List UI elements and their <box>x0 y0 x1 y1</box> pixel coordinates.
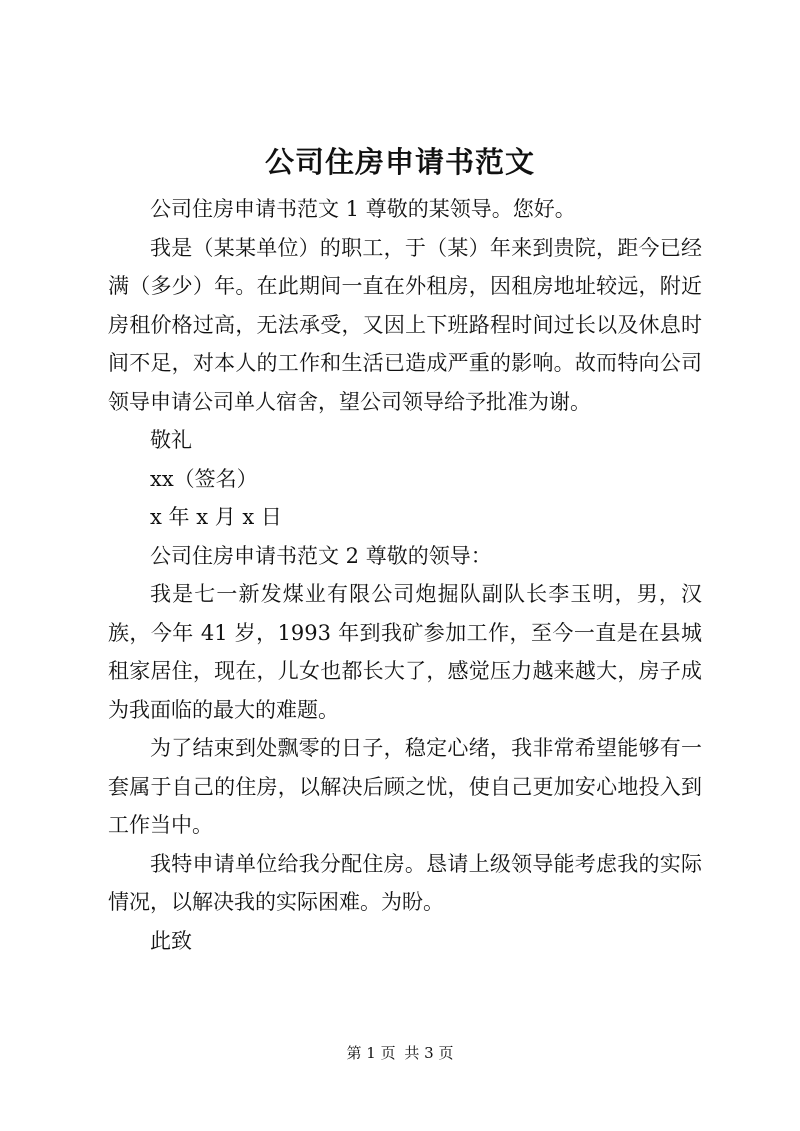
page-title: 公司住房申请书范文 <box>264 145 535 179</box>
paragraph-2: 我是（某某单位）的职工，于（某）年来到贵院，距今已经满（多少）年。在此期间一直在外租房，因租房地址较远，附近房租价格过高，无法承受，又因上下班路程时间过长以及休息时间不足，对本人的工作和生活已造成严重的影响。故而特向公司领导申请公司单人宿舍，望公司领导给予批准为谢。 <box>108 235 702 414</box>
page-footer <box>0 1043 800 1063</box>
paragraph-4: 为了结束到处飘零的日子，稳定心绪，我非常希望能够有一套属于自己的住房，以解决后顾之忧，使自己更加安心地投入到工作当中。 <box>108 736 702 837</box>
salutation-closing: 敬礼 <box>150 428 192 452</box>
signature-line: xx（签名） <box>150 466 258 491</box>
paragraph-1: 公司住房申请书范文 1 尊敬的某领导。您好。 <box>150 197 576 221</box>
closing-phrase: 此致 <box>150 928 192 953</box>
paragraph-3: 我是七一新发煤业有限公司炮掘队副队长李玉明，男，汉族，今年 41 岁，1993 年到我矿参加工作，至今一直是在县城租家居住，现在，儿女也都长大了，感觉压力越来越大，房子成为我面临的最大的难题。 <box>108 582 702 722</box>
document-body <box>108 190 702 960</box>
paragraph-5: 我特申请单位给我分配住房。恳请上级领导能考虑我的实际情况，以解决我的实际困难。为盼。 <box>108 851 702 914</box>
page-total: 共 3 页 <box>404 1044 454 1062</box>
page-number: 第 1 页 <box>346 1044 396 1062</box>
paragraph-sample-2-heading: 公司住房申请书范文 2 尊敬的领导： <box>150 543 492 568</box>
date-line: x 年 x 月 x 日 <box>150 505 282 529</box>
